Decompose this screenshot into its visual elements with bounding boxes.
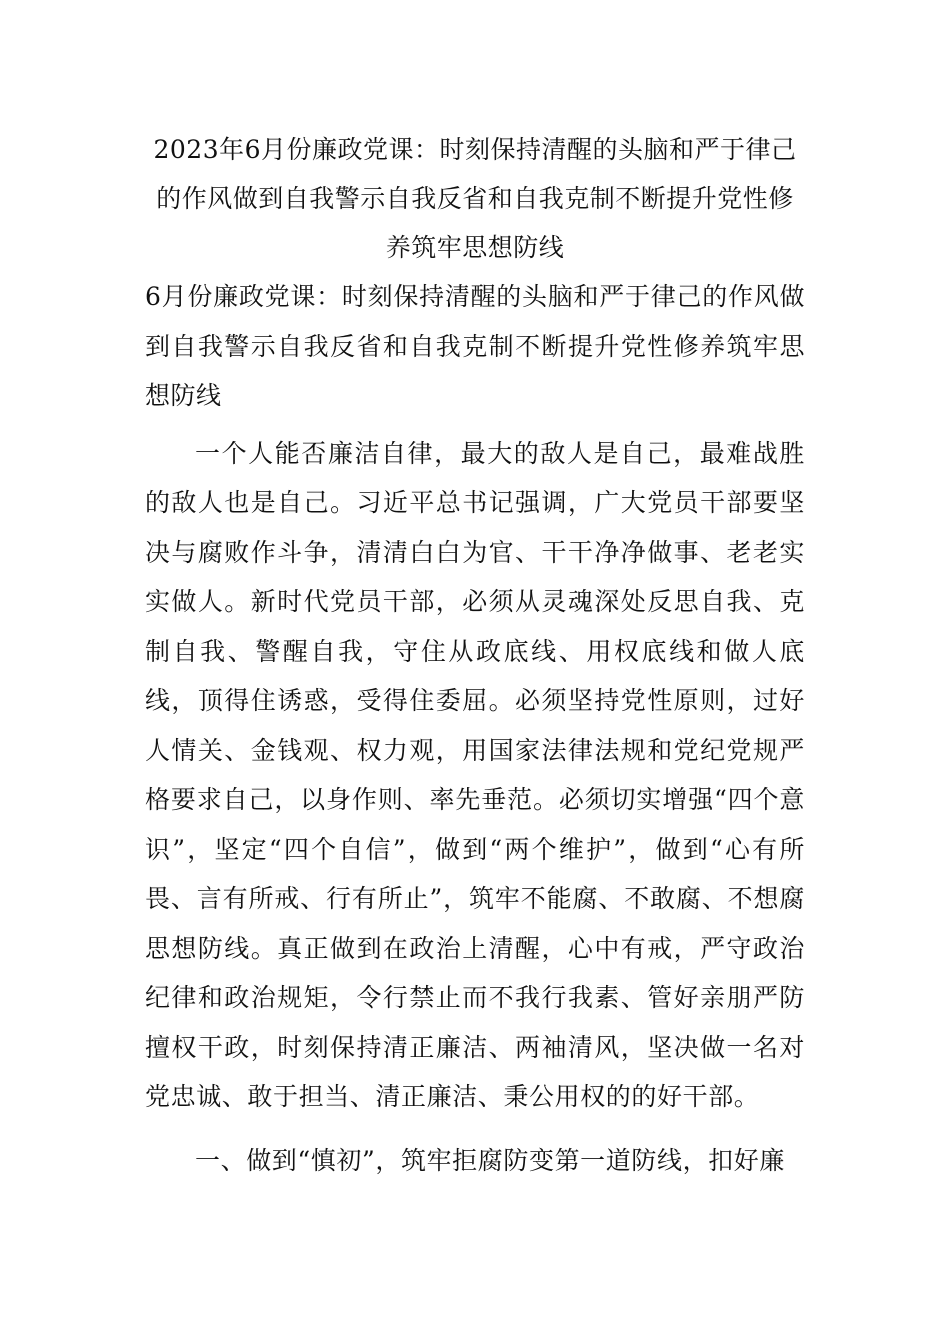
document-subtitle: 6月份廉政党课：时刻保持清醒的头脑和严于律己的作风做到自我警示自我反省和自我克制不断提升党性修养筑牢思想防线 — [145, 282, 805, 410]
document-title: 2023年6月份廉政党课：时刻保持清醒的头脑和严于律己的作风做到自我警示自我反省和自我克制不断提升党性修养筑牢思想防线 — [153, 135, 797, 262]
section-heading-1: 一、做到“慎初”，筑牢拒腐防变第一道防线，扣好廉 — [195, 1145, 785, 1175]
body-paragraph-1: 一个人能否廉洁自律，最大的敌人是自己，最难战胜的敌人也是自己。习近平总书记强调，广大党员干部要坚决与腐败作斗争，清清白白为官、干干净净做事、老老实实做人。新时代党员干部，必须从灵魂深处反思自我、克制自我、警醒自我，守住从政底线、用权底线和做人底线，顶得住诱惑，受得住委屈。必须坚持党性原则，过好人情关、金钱观、权力观，用国家法律法规和党纪党规严格要求自己，以身作则、率先垂范。必须切实增强“四个意识”，坚定“四个自信”，做到“两个维护”，做到“心有所畏、言有所戒、行有所止”，筑牢不能腐、不敢腐、不想腐思想防线。真正做到在政治上清醒，心中有戒，严守政治纪律和政治规矩，令行禁止而不我行我素、管好亲朋严防擅权干政，时刻保持清正廉洁、两袖清风，坚决做一名对党忠诚、敢于担当、清正廉洁、秉公用权的的好干部。 — [145, 438, 805, 1111]
